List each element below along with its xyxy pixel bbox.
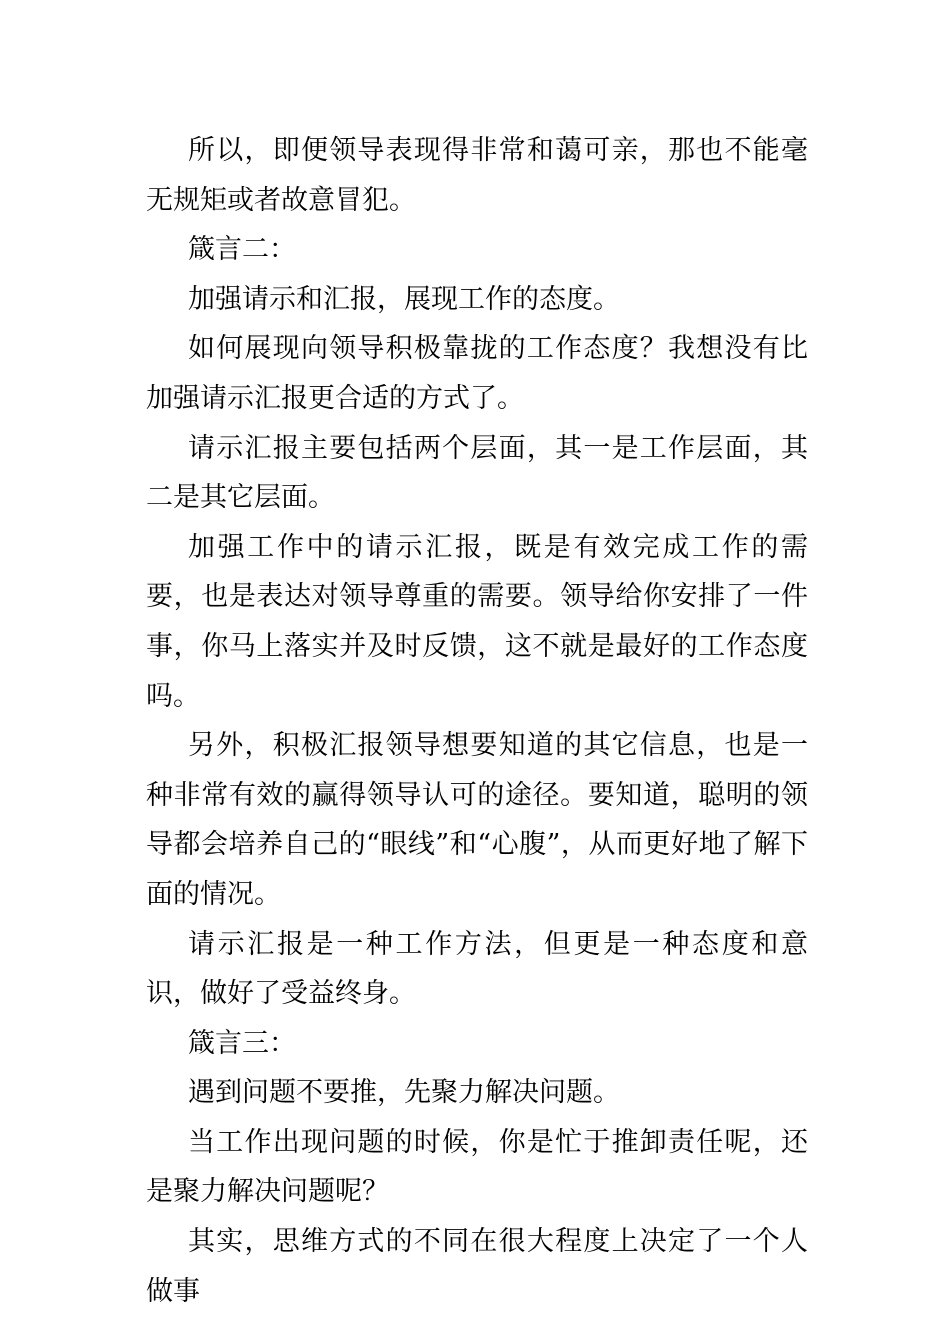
paragraph: 另外，积极汇报领导想要知道的其它信息，也是一种非常有效的赢得领导认可的途径。要知道，聪明的领导都会培养自己的“眼线”和“心腹”，从而更好地了解下面的情况。 — [146, 730, 808, 910]
document-body — [146, 126, 808, 1316]
section-heading: 箴言三： — [188, 1027, 296, 1059]
section-subtitle: 遇到问题不要推，先聚力解决问题。 — [188, 1077, 620, 1109]
paragraph: 如何展现向领导积极靠拢的工作态度？我想没有比加强请示汇报更合适的方式了。 — [146, 333, 808, 414]
paragraph: 其实，思维方式的不同在很大程度上决定了一个人做事 — [146, 1226, 808, 1307]
paragraph: 所以，即便领导表现得非常和蔼可亲，那也不能毫无规矩或者故意冒犯。 — [146, 135, 808, 216]
paragraph: 请示汇报是一种工作方法，但更是一种态度和意识，做好了受益终身。 — [146, 928, 808, 1010]
section-heading: 箴言二： — [188, 234, 296, 266]
paragraph: 当工作出现问题的时候，你是忙于推卸责任呢，还是聚力解决问题呢？ — [146, 1126, 808, 1208]
paragraph: 加强工作中的请示汇报，既是有效完成工作的需要，也是表达对领导尊重的需要。领导给你安排了一件事，你马上落实并及时反馈，这不就是最好的工作态度吗。 — [146, 531, 808, 712]
section-subtitle: 加强请示和汇报，展现工作的态度。 — [188, 283, 620, 315]
paragraph: 请示汇报主要包括两个层面，其一是工作层面，其二是其它层面。 — [146, 432, 808, 514]
